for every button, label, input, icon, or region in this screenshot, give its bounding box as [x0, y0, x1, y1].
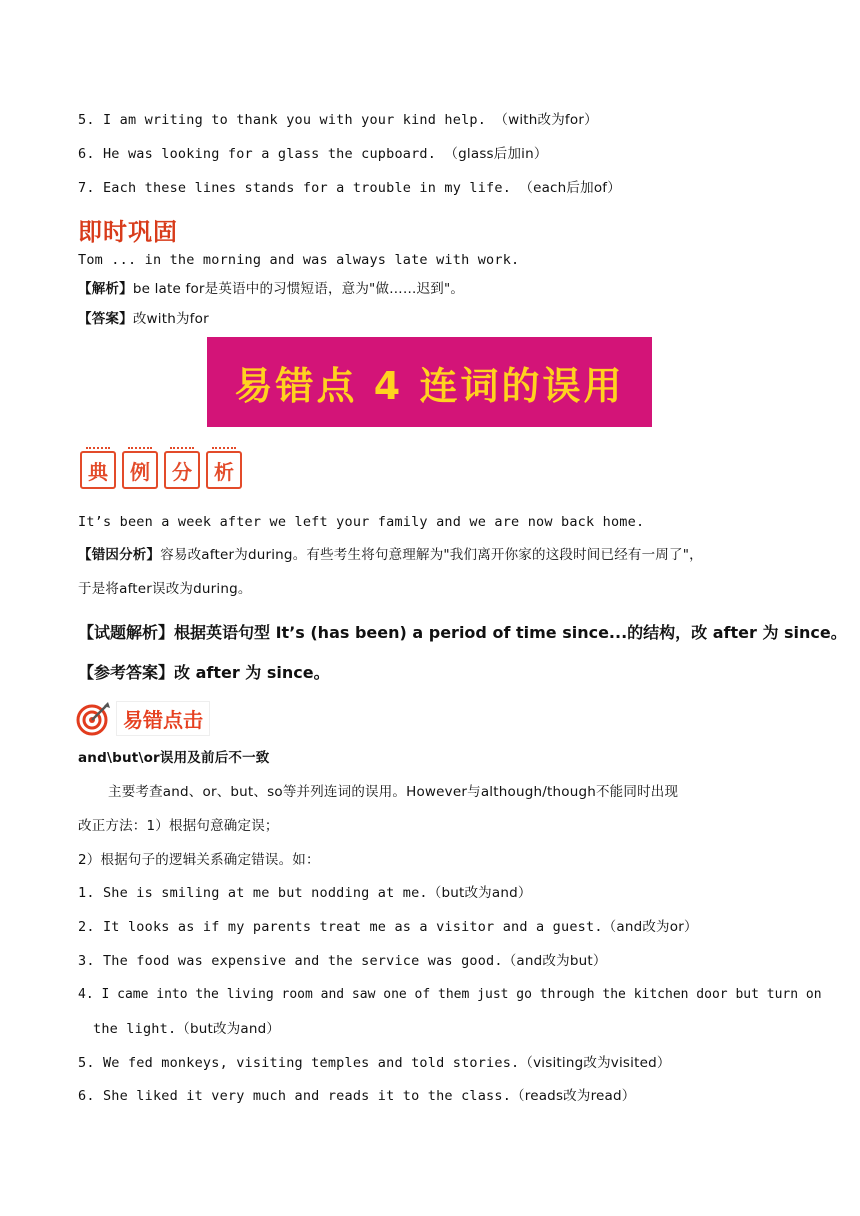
item-text: 6. He was looking for a glass the cupboard.: [78, 146, 445, 162]
item-text: 1. She is smiling at me but nodding at me.: [78, 885, 428, 901]
item-text: 3. The food was expensive and the service was good.: [78, 953, 503, 969]
list-item-cont: [93, 1020, 280, 1038]
explain-text: 根据英语句型 It’s (has been) a period of time since...的结构，改 after 为 since。: [174, 623, 847, 642]
item-note: （each后加of）: [519, 180, 621, 196]
error-label: 【错因分析】: [78, 547, 161, 563]
error-text: 容易改after为during。有些考生将句意理解为"我们离开你家的这段时间已经有一周了"，: [160, 547, 703, 563]
section-banner: [207, 337, 652, 427]
item-note: （reads改为read）: [511, 1088, 636, 1104]
analysis-line: [78, 280, 464, 298]
item-note: （visiting改为visited）: [519, 1055, 671, 1071]
item-text: 4. I came into the living room and saw one of them just go through the kitchen door but turn on: [78, 987, 822, 1002]
example-sentence: Tom ... in the morning and was always late with work.: [78, 252, 520, 268]
list-item: [78, 952, 607, 970]
error-analysis-line: [78, 546, 703, 564]
intro-text: 主要考查and、or、but、so等并列连词的误用。However与although/though不能同时出现: [108, 784, 679, 800]
topic-title: and\but\or误用及前后不一致: [78, 750, 270, 766]
heading-label: 易错点击: [116, 701, 210, 736]
banner-title: 易错点 4 连词的误用: [234, 363, 625, 408]
explain-line: [78, 620, 847, 643]
target-icon: [76, 700, 112, 736]
section-heading-consolidate: 即时巩固: [78, 218, 178, 246]
explain-label: 【试题解析】: [78, 623, 175, 642]
answer-label: 【答案】: [78, 311, 133, 327]
item-note: （glass后加in）: [444, 146, 548, 162]
list-item: [78, 1087, 635, 1105]
list-item: [78, 145, 548, 163]
answer-text: 改with为for: [132, 311, 209, 327]
list-item: [78, 179, 621, 197]
error-analysis-cont: 于是将after误改为during。: [78, 581, 252, 597]
method-1: 改正方法：1）根据句意确定误；: [78, 818, 279, 834]
analysis-text: be late for是英语中的习惯短语，意为"做……迟到"。: [132, 281, 465, 297]
list-item: [78, 884, 532, 902]
example-analysis-heading: [80, 451, 242, 489]
answer-line: [78, 310, 209, 328]
item-note: （and改为but）: [502, 953, 607, 969]
item-note: （and改为or）: [602, 919, 698, 935]
item-note: （with改为for）: [494, 112, 598, 128]
ref-text: 改 after 为 since。: [174, 663, 330, 682]
heading-box: 析: [206, 451, 242, 489]
item-text: the light.: [93, 1021, 177, 1037]
item-text: 5. I am writing to thank you with your kind help.: [78, 112, 495, 128]
list-item: [78, 111, 598, 129]
item-text: 7. Each these lines stands for a trouble in my life.: [78, 180, 520, 196]
item-text: 2. It looks as if my parents treat me as a visitor and a guest.: [78, 919, 603, 935]
heading-box: 例: [122, 451, 158, 489]
list-item: [78, 1054, 671, 1072]
reference-answer-line: [78, 660, 330, 683]
item-note: （but改为and）: [176, 1021, 281, 1037]
item-note: （but改为and）: [427, 885, 532, 901]
ref-label: 【参考答案】: [78, 663, 175, 682]
analysis-label: 【解析】: [78, 281, 133, 297]
list-item: [78, 986, 822, 1004]
heading-box: 分: [164, 451, 200, 489]
item-text: 6. She liked it very much and reads it to the class.: [78, 1088, 512, 1104]
example-sentence: It’s been a week after we left your family and we are now back home.: [78, 514, 645, 530]
error-click-heading: [76, 700, 210, 736]
item-text: 5. We fed monkeys, visiting temples and told stories.: [78, 1055, 520, 1071]
heading-box: 典: [80, 451, 116, 489]
method-2: 2）根据句子的逻辑关系确定错误。如：: [78, 852, 320, 868]
list-item: [78, 918, 698, 936]
